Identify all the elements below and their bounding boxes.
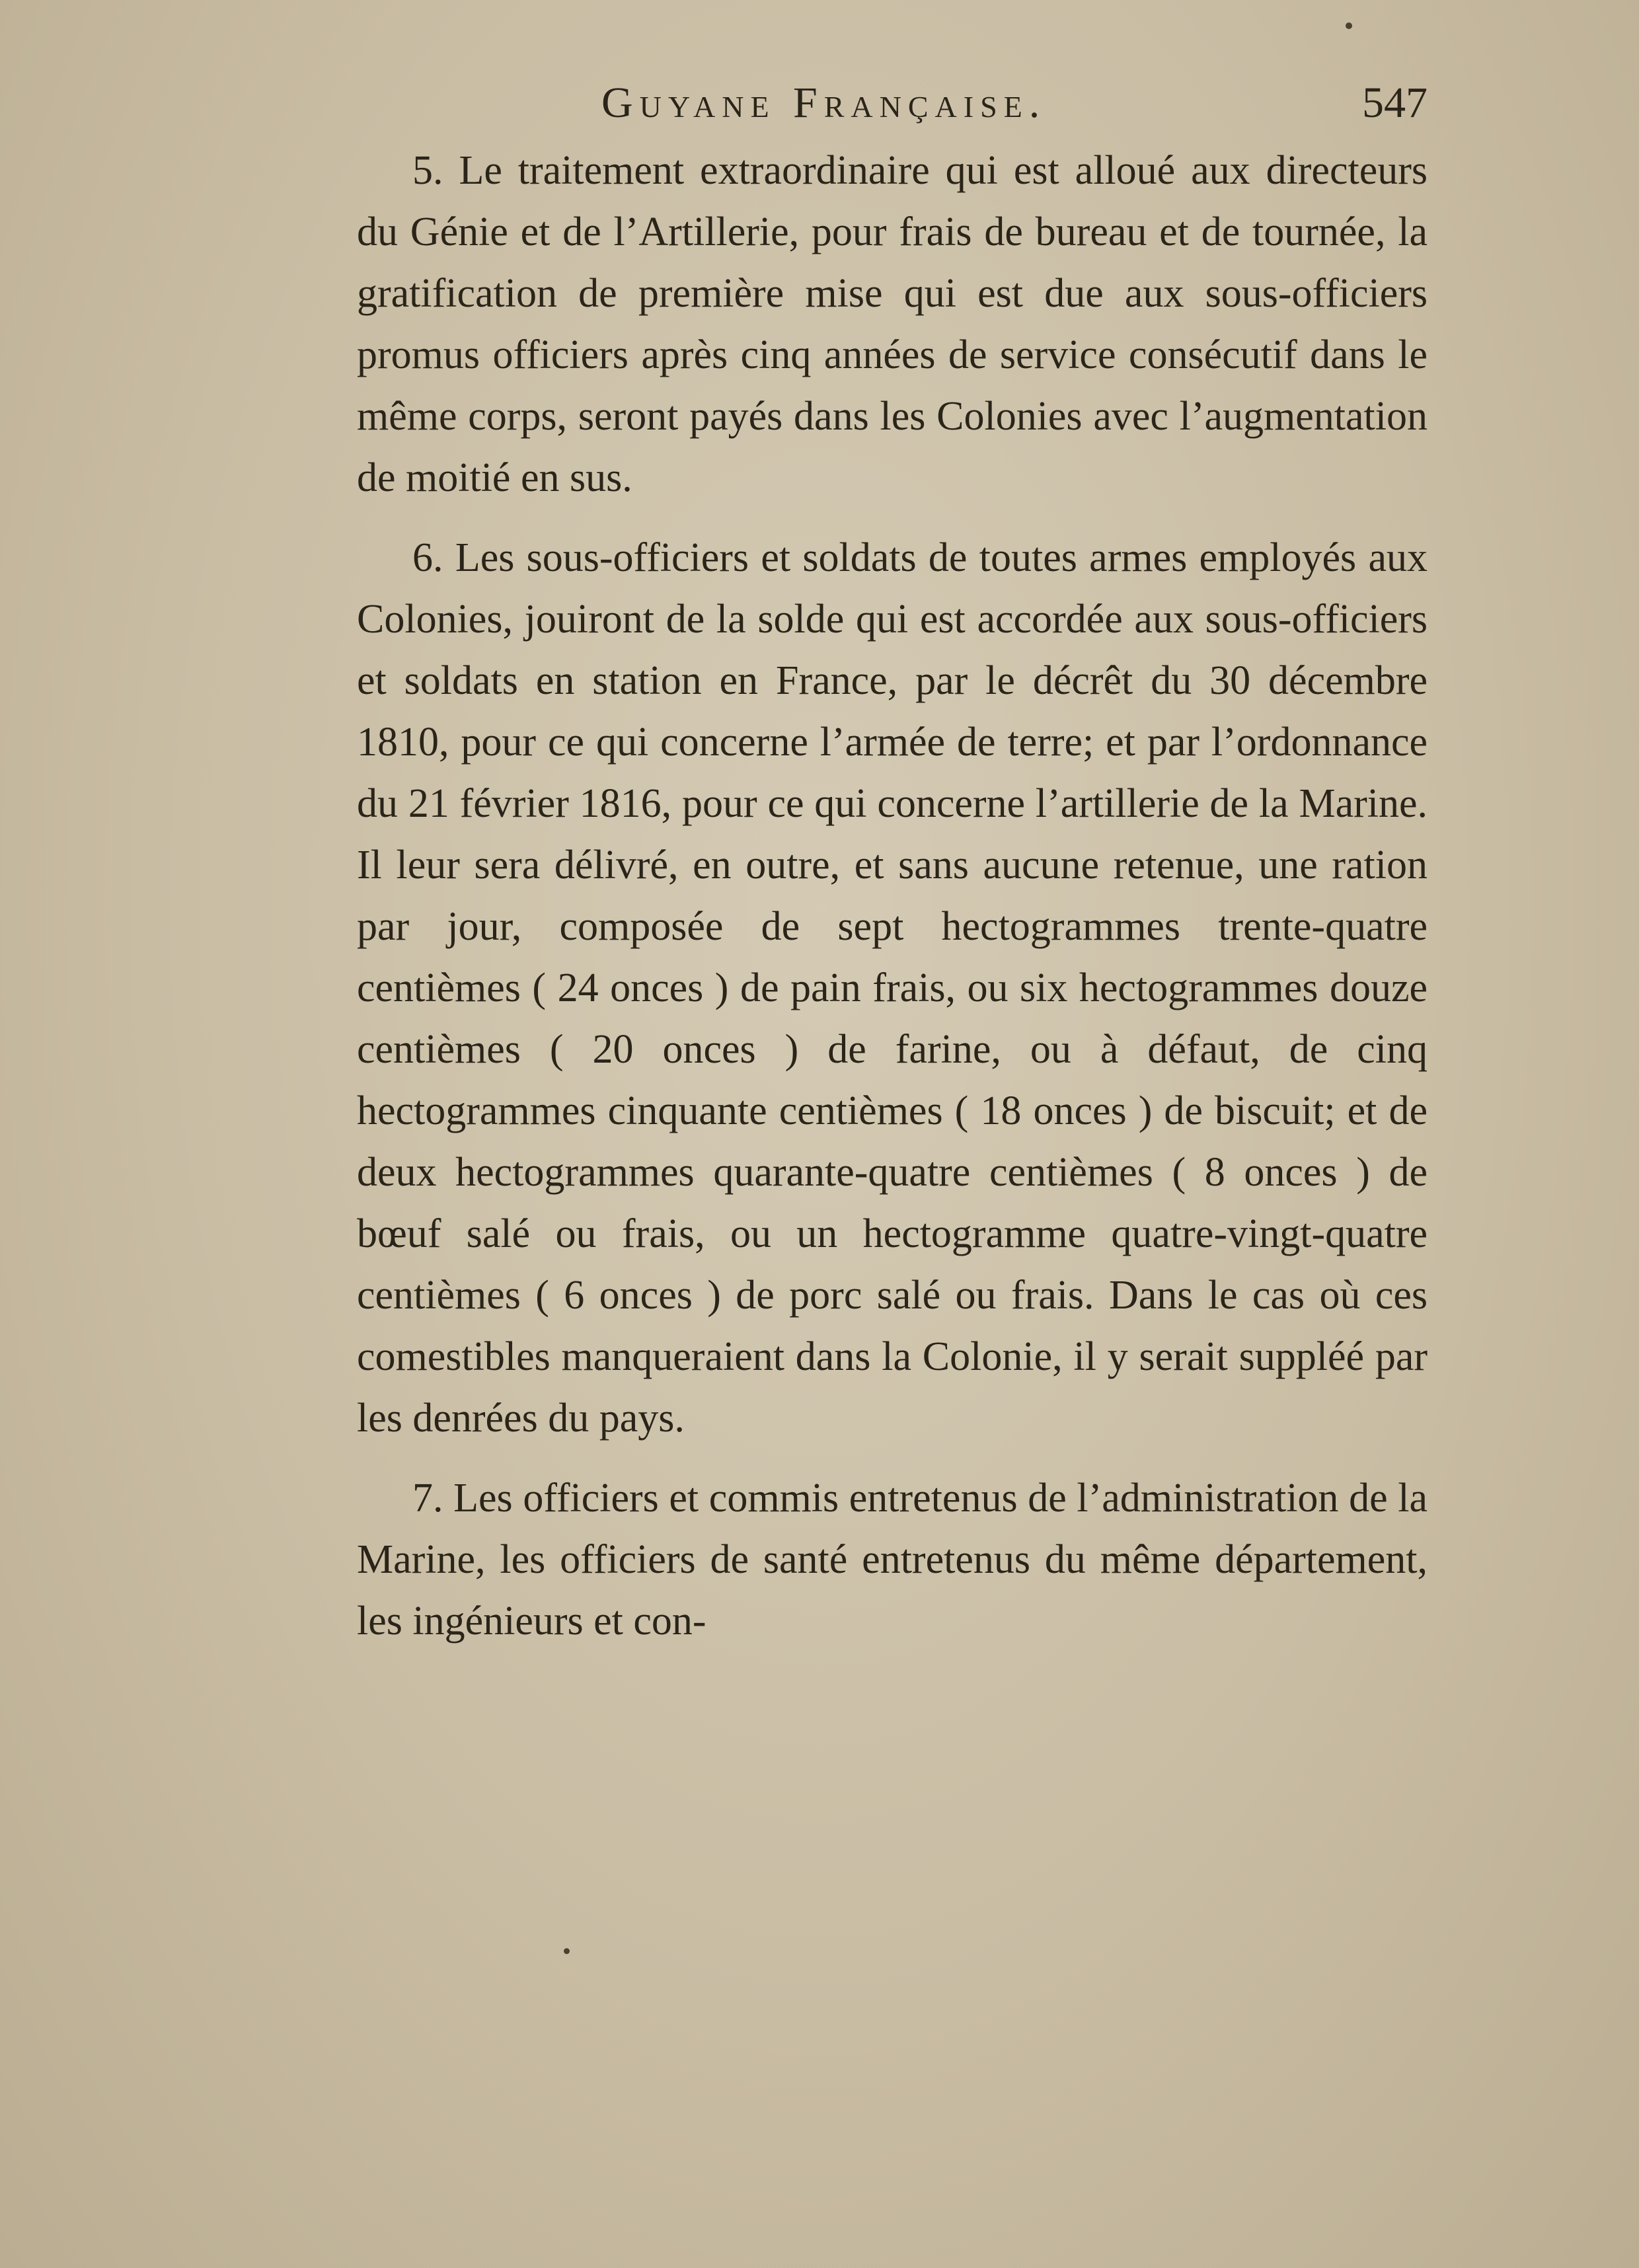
article-6-paragraph: 6. Les sous-officiers et soldats de toutes armes employés aux Colonies, jouiront de la solde qui est accordée aux sous-officiers et soldats en station en France, par le décrêt du 30 décembre 1810, pour ce qui concerne l’armée de terre; et par l’ordonnance du 21 février 1816, pour ce qui concerne l’artillerie de la Marine. Il leur sera délivré, en outre, et sans aucune retenue, une ration par jour, composée de sept hectogrammes trente-quatre centièmes ( 24 onces ) de pain frais, ou six hectogrammes douze centièmes ( 20 onces ) de farine, ou à défaut, de cinq hectogrammes cinquante centièmes ( 18 onces ) de biscuit; et de deux hectogrammes quarante-quatre centièmes ( 8 onces ) de bœuf salé ou frais, ou un hectogramme quatre-vingt-quatre centièmes ( 6 onces ) de porc salé ou frais. Dans le cas où ces comestibles manqueraient dans la Colonie, il y serait suppléé par les denrées du pays. <box>357 535 1428 1441</box>
paper-speck <box>564 1948 570 1954</box>
body-text <box>357 140 1428 1652</box>
paper-speck <box>1346 22 1352 29</box>
page-number: 547 <box>1362 79 1428 127</box>
page-header <box>357 78 1428 144</box>
article-5-paragraph: 5. Le traitement extraordinaire qui est alloué aux directeurs du Génie et de l’Artillerie, pour frais de bureau et de tournée, la gratification de première mise qui est due aux sous-officiers promus officiers après cinq années de service consécutif dans le même corps, seront payés dans les Colonies avec l’augmentation de moitié en sus. <box>357 148 1428 500</box>
article-7-paragraph: 7. Les officiers et commis entretenus de l’administration de la Marine, les officiers de santé entretenus du même département, les ingénieurs et con- <box>357 1476 1428 1644</box>
running-title: Guyane Française. <box>601 79 1047 127</box>
